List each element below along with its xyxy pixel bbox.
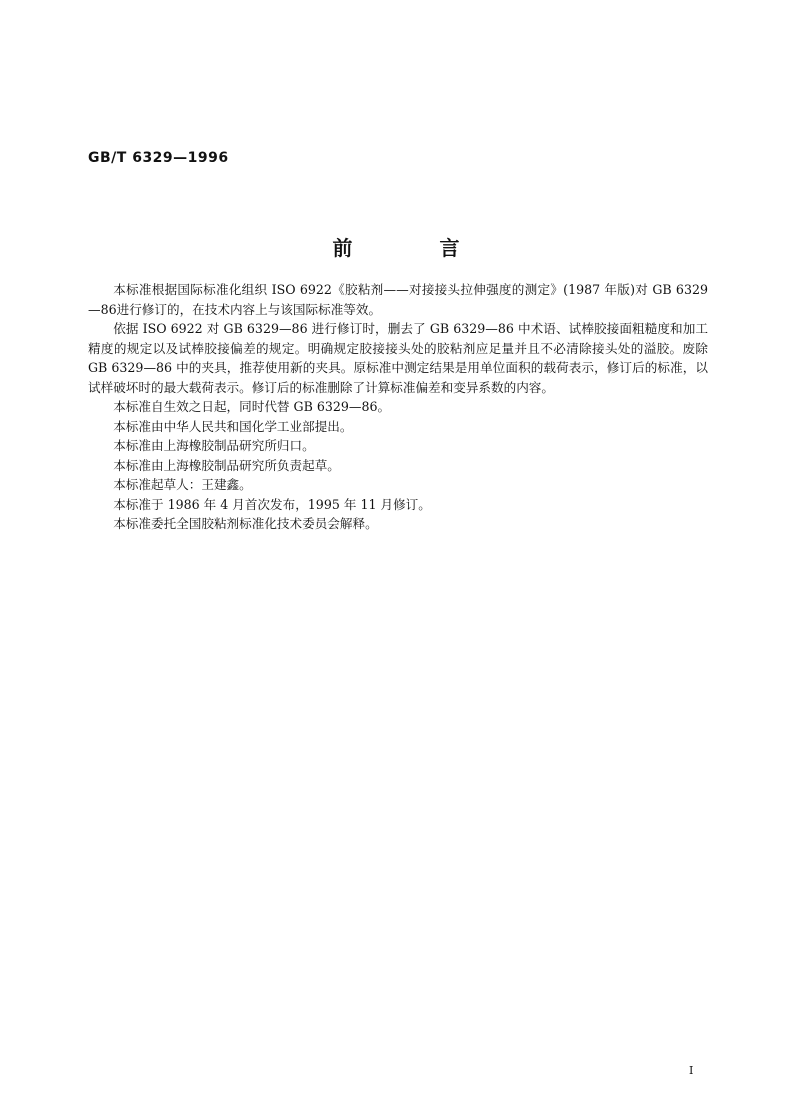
paragraph: 本标准由上海橡胶制品研究所归口。 — [113, 438, 315, 453]
paragraph: 本标准于 1986 年 4 月首次发布，1995 年 11 月修订。 — [113, 496, 431, 512]
paragraph: 本标准自生效之日起，同时代替 GB 6329—86。 — [113, 399, 391, 414]
paragraph: 本标准根据国际标准化组织 ISO 6922《胶粘剂——对接接头拉伸强度的测定》(1987 年版)对 GB 6329—86进行修订的，在技术内容上与该国际标准等效。 — [88, 282, 708, 317]
paragraph: 本标准委托全国胶粘剂标准化技术委员会解释。 — [113, 516, 378, 531]
page-title: 前 言 — [332, 236, 500, 260]
paragraph: 本标准由中华人民共和国化学工业部提出。 — [113, 418, 353, 434]
paragraph: 本标准由上海橡胶制品研究所负责起草。 — [113, 457, 340, 473]
paragraph: 本标准起草人：王建鑫。 — [113, 477, 252, 492]
preface-body — [88, 280, 708, 534]
document-code: GB/T 6329—1996 — [88, 150, 229, 166]
page-number: I — [689, 1064, 694, 1077]
paragraph: 依据 ISO 6922 对 GB 6329—86 进行修订时，删去了 GB 6329—86 中术语、试棒胶接面粗糙度和加工精度的规定以及试棒胶接偏差的规定。明确规定胶接接头处的胶粘剂应足量并且不必清除接头处的溢胶。废除 GB 6329—86 中的夹具，推荐使用新的夹具。原标准中测定结果是用单位面积的载荷表示，修订后的标准，以试样破坏时的最大载荷表示。修订后的标准删除了计算标准偏差和变异系数的内容。 — [88, 321, 708, 395]
